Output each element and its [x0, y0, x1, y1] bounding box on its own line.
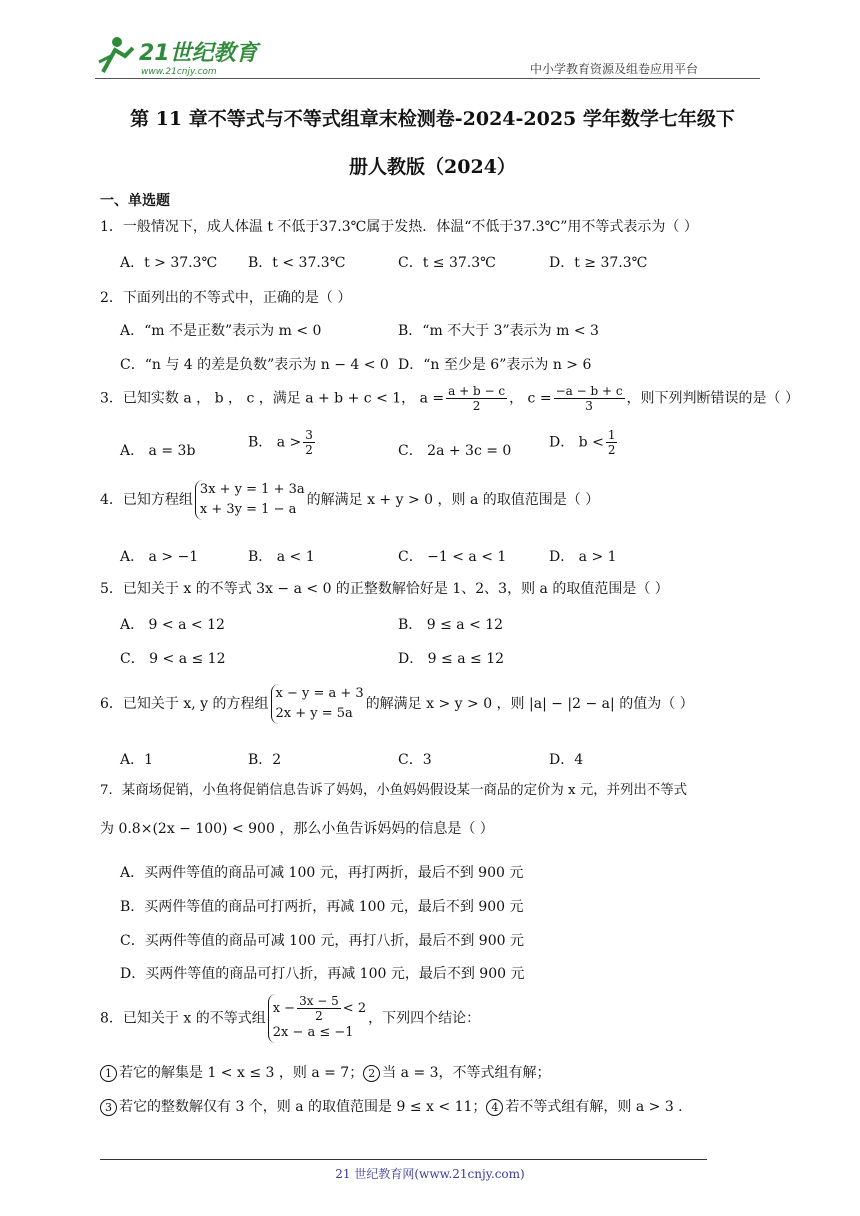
q2-option-d: D．“n 至少是 6”表示为 n > 6 — [398, 357, 592, 373]
q4-option-b: B． a < 1 — [248, 549, 315, 565]
q5-option-a: A． 9 < a < 12 — [120, 617, 225, 633]
question-4-stem: 4．已知方程组 3x + y = 1 + 3a x + 3y = 1 − a 的解满足 x + y > 0 ，则 a 的取值范围是（ ） — [100, 480, 599, 520]
question-3-stem: 3．已知实数 a ， b ， c ，满足 a + b + c < 1， a = $\frac{a + b - c}{2}$ ， c = $\frac{-a - b + c}{3}$ ，则下列判断错误的是（ ） — [100, 384, 799, 413]
footer-divider — [100, 1159, 707, 1160]
q3-option-b: B． a > $\frac{3}{2}$ — [248, 428, 313, 457]
q8-conclusions-line2: 3 若它的整数解仅有 3 个，则 a 的取值范围是 9 ≤ x < 11； 4 若不等式组有解，则 a > 3 . — [100, 1096, 683, 1118]
q7-option-b: B．买两件等值的商品可打两折，再减 100 元，最后不到 900 元 — [120, 899, 524, 915]
question-1-stem: 1．一般情况下，成人体温 t 不低于37.3℃属于发热．体温“不低于37.3℃”用不等式表示为（ ） — [100, 219, 698, 235]
q8-conclusions-line1: 1 若它的解集是 1 < x ≤ 3 ，则 a = 7； 2 当 a = 3，不等式组有解； — [100, 1062, 551, 1084]
q1-option-c: C．t ≤ 37.3℃ — [398, 255, 496, 271]
question-2-stem: 2．下面列出的不等式中，正确的是（ ） — [100, 290, 352, 306]
header-divider — [95, 78, 760, 79]
q3-fraction-a: $\frac{a + b - c}{2}$ — [448, 384, 506, 413]
svg-text:www.21cnjy.com: www.21cnjy.com — [141, 67, 217, 77]
q4-option-c: C． −1 < a < 1 — [398, 549, 507, 565]
q1-option-d: D．t ≥ 37.3℃ — [549, 255, 648, 271]
question-7-stem-line2: 为 0.8×(2x − 100) < 900 ，那么小鱼告诉妈妈的信息是（ ） — [100, 821, 494, 837]
q2-option-a: A．“m 不是正数”表示为 m < 0 — [120, 323, 322, 339]
q3-option-c: C． 2a + 3c = 0 — [398, 443, 512, 459]
q1-option-a: A．t > 37.3℃ — [120, 255, 218, 271]
q6-option-d: D．4 — [549, 752, 584, 768]
q3-fraction-c: $\frac{-a - b + c}{3}$ — [555, 384, 623, 413]
q4-option-d: D． a > 1 — [549, 549, 617, 565]
q5-option-d: D． 9 ≤ a ≤ 12 — [398, 651, 505, 667]
question-7-stem-line1: 7．某商场促销，小鱼将促销信息告诉了妈妈，小鱼妈妈假设某一商品的定价为 x 元，并列出不等式 — [100, 783, 687, 798]
question-6-stem: 6．已知关于 x, y 的方程组 x − y = a + 3 2x + y = 5a 的解满足 x > y > 0 ，则 |a| − |2 − a| 的值为（ ） — [100, 684, 694, 724]
page-title-line1: 第 11 章不等式与不等式组章末检测卷-2024-2025 学年数学七年级下 — [130, 108, 735, 130]
svg-text:21世纪教育: 21世纪教育 — [139, 41, 258, 66]
section-heading: 一、单选题 — [100, 193, 170, 209]
q7-option-a: A．买两件等值的商品可减 100 元，再打两折，最后不到 900 元 — [120, 865, 524, 881]
q6-equation-system: x − y = a + 3 2x + y = 5a — [271, 684, 364, 724]
q7-option-c: C．买两件等值的商品可减 100 元，再打八折，最后不到 900 元 — [120, 933, 524, 949]
q2-option-b: B．“m 不大于 3”表示为 m < 3 — [398, 323, 599, 339]
q4-equation-system: 3x + y = 1 + 3a x + 3y = 1 − a — [195, 480, 305, 520]
logo — [95, 32, 265, 78]
q5-option-c: C． 9 < a ≤ 12 — [120, 651, 226, 667]
q3-option-a: A． a = 3b — [120, 443, 196, 459]
page-title-line2: 册人教版（2024） — [349, 156, 516, 178]
q6-option-b: B．2 — [248, 752, 282, 768]
q8-inequality-system: x − $\frac{3x - 5}{2}$ < 2 2x − a ≤ −1 — [268, 994, 366, 1043]
question-5-stem: 5．已知关于 x 的不等式 3x − a < 0 的正整数解恰好是 1、2、3，则 a 的取值范围是（ ） — [100, 581, 669, 597]
q2-option-c: C．“n 与 4 的差是负数”表示为 n − 4 < 0 — [120, 357, 389, 373]
q5-option-b: B． 9 ≤ a < 12 — [398, 617, 504, 633]
platform-label: 中小学教育资源及组卷应用平台 — [530, 62, 699, 76]
footer-link[interactable]: 21 世纪教育网(www.21cnjy.com) — [335, 1167, 525, 1181]
q1-option-b: B．t < 37.3℃ — [248, 255, 346, 271]
q6-option-a: A．1 — [120, 752, 154, 768]
q7-option-d: D．买两件等值的商品可打八折，再减 100 元，最后不到 900 元 — [120, 966, 525, 982]
q6-option-c: C．3 — [398, 752, 432, 768]
question-8-stem: 8．已知关于 x 的不等式组 x − $\frac{3x - 5}{2}$ < 2 2x − a ≤ −1 ，下列四个结论： — [100, 994, 480, 1043]
q4-option-a: A． a > −1 — [120, 549, 199, 565]
q3-option-d: D． b < $\frac{1}{2}$ — [549, 428, 616, 457]
